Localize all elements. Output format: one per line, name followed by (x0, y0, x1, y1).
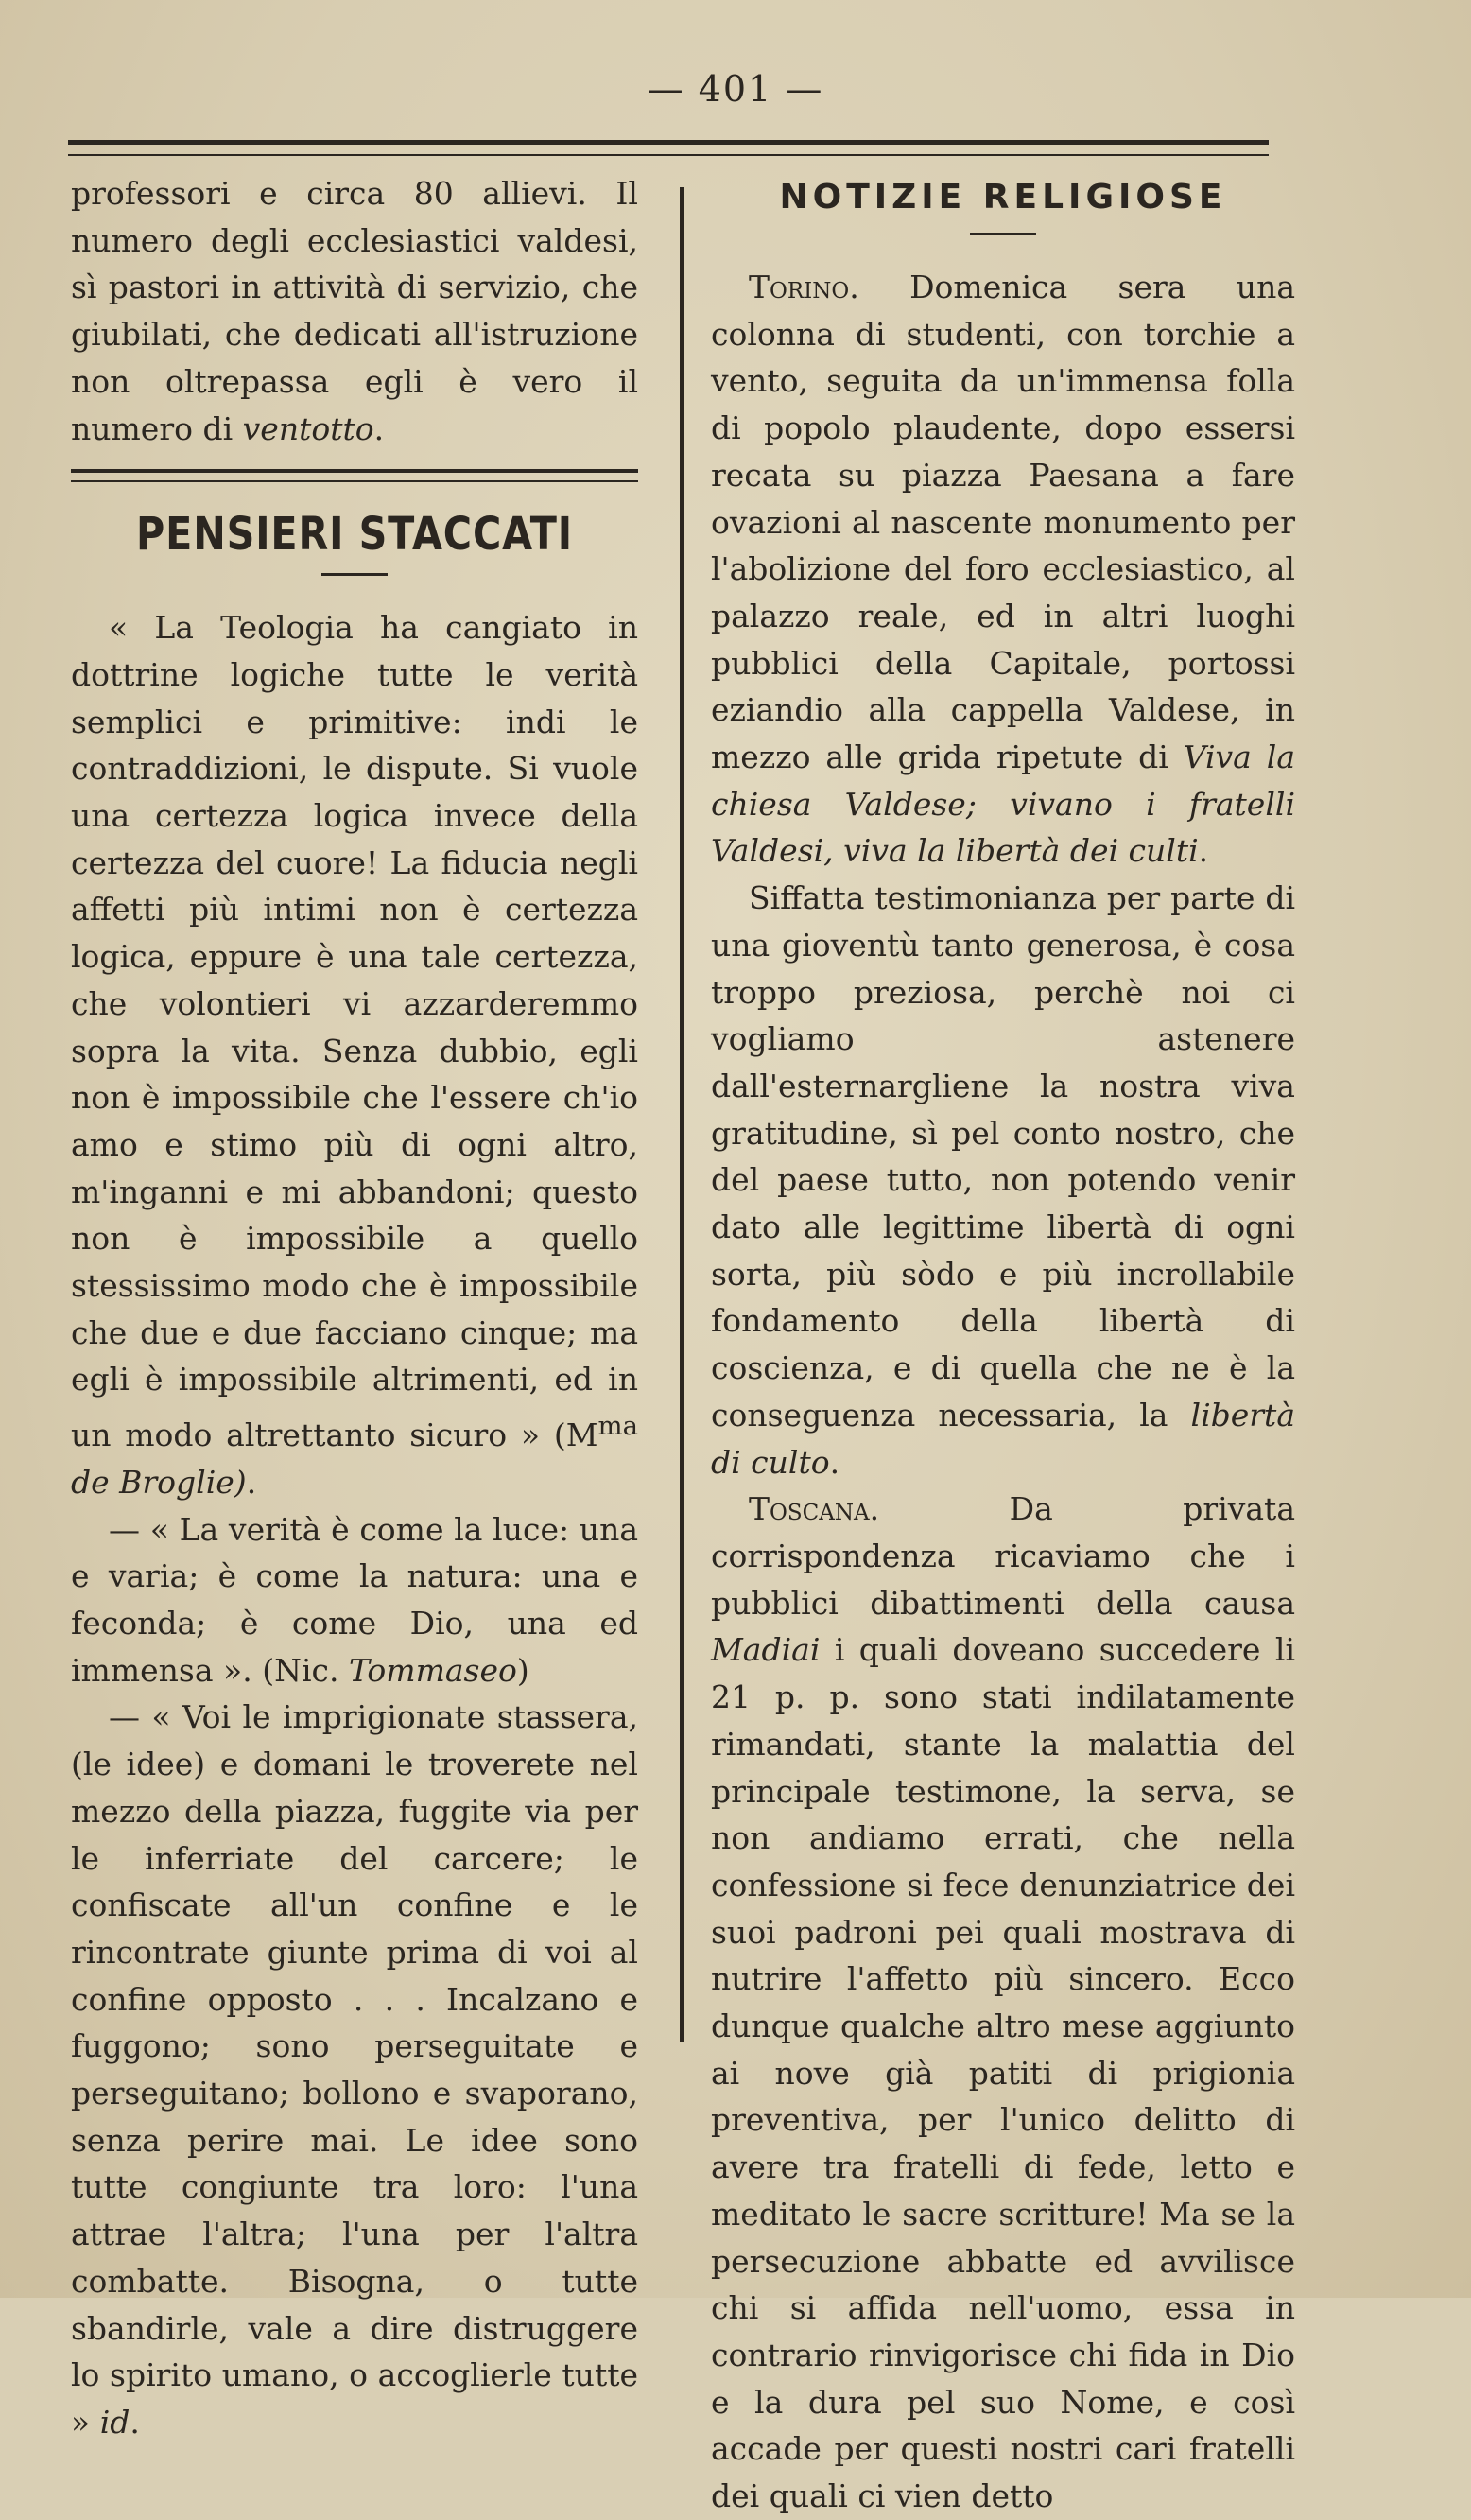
italic-text: Tommaseo (348, 1651, 517, 1689)
heading-block (711, 174, 1295, 235)
title-underline (970, 233, 1036, 235)
heading-block (71, 507, 638, 576)
section-title-pensieri: PENSIERI STACCATI (136, 508, 573, 562)
italic-text: Madiai (711, 1631, 821, 1669)
continuation-paragraph (71, 170, 638, 452)
text-run: . (829, 1443, 840, 1481)
text-run: . (246, 1463, 257, 1501)
page-number: — 401 — (647, 68, 824, 110)
paragraph (71, 1694, 638, 2445)
right-paragraphs (711, 264, 1295, 2520)
text-run: Siffatta testimonianza per parte di una gioventù tanto generosa, è cosa troppo preziosa, perchè noi ci vogliamo astenere dall'esternargliene la nostra viva gratitudine, sì pel conto nostro, che del paese tutto, non potendo venir dato alle legittime libertà di ogni sorta, più sòdo e più incrollabile fondamento della libertà di coscienza, e di quella che ne è la conseguenza necessaria, la (711, 879, 1295, 1434)
text-run: . (373, 409, 385, 447)
column-divider (680, 187, 684, 2042)
header-rule (68, 140, 1269, 156)
paragraph (711, 875, 1295, 1486)
text-run: — « La verità è come la luce: una e varia; è come la natura: una e feconda; è come Dio, una ed immensa ». (Nic. (71, 1510, 638, 1689)
paragraph (71, 1506, 638, 1694)
superscript-text: ma (597, 1411, 638, 1442)
paragraph (71, 604, 638, 1505)
text-run: professori e circa 80 allievi. Il numero degli ecclesiastici valdesi, sì pastori in attività di servizio, che giubilati, che dedicati all'istruzione non oltrepassa egli è vero il numero di (71, 175, 638, 447)
text-run: Torino (749, 269, 850, 305)
text-run: . Domenica sera una colonna di studenti, con torchie a vento, seguita da un'immensa folla di popolo plaudente, dopo essersi recata su piazza Paesana a fare ovazioni al nascente monumento per l'abolizione del foro ecclesiastico, al palazzo reale, ed in altri luoghi pubblici della Capitale, portossi eziandio alla cappella Valdese, in mezzo alle grida ripetute di (711, 269, 1295, 776)
italic-text: Viva la chiesa Valdese; vivano i fratelli Valdesi, viva la libertà dei culti (711, 739, 1295, 870)
paragraph (711, 264, 1295, 875)
paragraph (711, 1486, 1295, 2519)
text-run: . Da privata corrispondenza ricaviamo che i pubblici dibattimenti della causa (711, 1490, 1295, 1622)
title-underline (321, 573, 388, 576)
italic-text: id (99, 2403, 130, 2441)
right-column (711, 170, 1295, 2520)
italic-text: ventotto (242, 409, 374, 447)
text-run: « La Teologia ha cangiato in dottrine logiche tutte le verità semplici e primitive: indi le contraddizioni, le dispute. Si vuole una certezza logica invece della certezza del cuore! La fiducia negli affetti più intimi non è certezza logica, eppure è una tale certezza, che volontieri vi azzarderemmo sopra la vita. Senza dubbio, egli non è impossibile che l'essere ch'io amo e stimo più di ogni altro, m'inganni e mi abbandoni; questo non è impossibile a quello stessissimo modo che è impossibile che due e due facciano cinque; ma egli è impossibile altrimenti, ed in un modo altrettanto sicuro » (M (71, 609, 638, 1454)
italic-text: libertà di culto (711, 1396, 1295, 1481)
section-rule (71, 469, 638, 482)
left-column (71, 170, 638, 2446)
section-title-notizie: NOTIZIE RELIGIOSE (779, 178, 1227, 217)
italic-text: de Broglie) (71, 1463, 247, 1501)
text-run: ) (516, 1651, 529, 1689)
text-run: Toscana (749, 1490, 870, 1528)
text-run: — « Voi le imprigionate stassera, (le idee) e domani le troverete nel mezzo della piazza, fuggite via per le inferriate del carcere; le confiscate all'un confine e le rincontrate giunte prima di voi al confine opposto . . . Incalzano e fuggono; sono perseguitate e perseguitano; bollono e svaporano, senza perire mai. Le idee sono tutte congiunte tra loro: l'una attrae l'altra; l'una per l'altra combatte. Bisogna, o tutte sbandirle, vale a dire distruggere lo spirito umano, o accoglierle tutte » (71, 1698, 638, 2441)
text-run: . (130, 2403, 140, 2441)
left-paragraphs (71, 604, 638, 2445)
text-run: . (1198, 832, 1209, 870)
text-run: i quali doveano succedere li 21 p. p. sono stati indilatamente rimandati, stante la malattia del principale testimone, la serva, se non andiamo errati, che nella confessione si fece denunziatrice dei suoi padroni pei quali mostrava di nutrire l'affetto più sincero. Ecco dunque qualche altro mese aggiunto ai nove già patiti di prigionia preventiva, per l'unico delitto di avere tra fratelli di fede, letto e meditato le sacre scritture! Ma se la persecuzione abbatte ed avvilisce chi si affida nell'uomo, essa in contrario rinvigorisce chi fida in Dio e la dura pel suo Nome, e così accade per questi nostri cari fratelli dei quali ci vien detto (711, 1631, 1295, 2515)
